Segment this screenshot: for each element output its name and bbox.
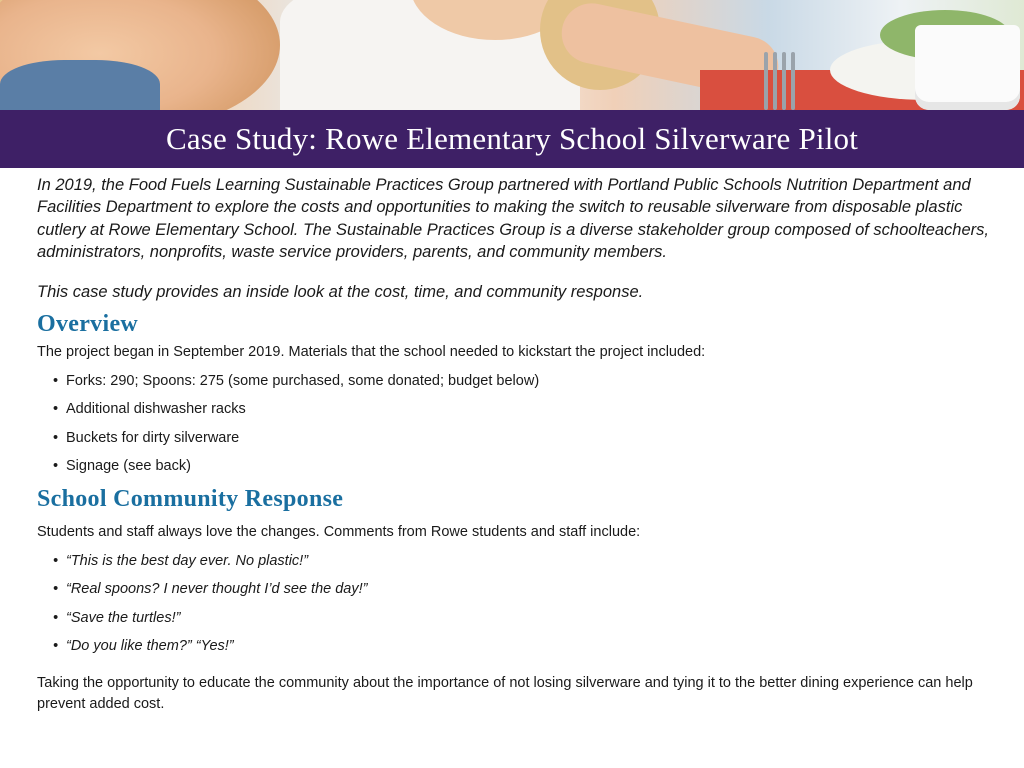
bullet-icon: • [53,429,59,446]
list-item: • Signage (see back) [53,458,191,475]
closing-paragraph: Taking the opportunity to educate the community about the importance of not losing silverware and tying it to the better dining experience can help prevent added cost. [37,675,973,712]
list-item: • “Real spoons? I never thought I’d see the day!” [53,581,368,598]
bullet-icon: • [53,372,59,389]
intro-paragraph: In 2019, the Food Fuels Learning Sustainable Practices Group partnered with Portland Public Schools Nutrition Department and Facilities Department to explore the costs and opportunities to making the switch to reusable silverware from disposable plastic cutlery at Rowe Elementary School. The Sustainable Practices Group is a diverse stakeholder group composed of schoolteachers, administrators, nonprofits, waste service providers, parents, and community members. [37,176,989,261]
main-content [37,174,997,714]
bullet-icon: • [53,458,59,475]
bullet-icon: • [53,609,59,626]
title-banner [0,110,1024,168]
fork-icon [762,52,796,110]
bullet-icon: • [53,401,59,418]
bullet-icon: • [53,552,59,569]
quotes-list [37,552,997,657]
overview-heading: Overview [37,311,139,338]
photo-cup [915,25,1020,110]
bullet-icon: • [53,638,59,655]
list-item: • “Save the turtles!” [53,609,181,626]
page-title: Case Study: Rowe Elementary School Silverware Pilot [165,121,859,156]
list-item: • Buckets for dirty silverware [53,429,240,446]
overview-text: The project began in September 2019. Materials that the school needed to kickstart the project included: [37,344,706,361]
photo-child-shirt [0,60,160,110]
intro-summary: This case study provides an inside look at the cost, time, and community response. [37,283,644,302]
community-heading: School Community Response [37,486,344,513]
list-item: • “This is the best day ever. No plastic!” [53,552,309,569]
list-item: • “Do you like them?” “Yes!” [53,638,234,655]
materials-list [37,372,997,477]
list-item: • Forks: 290; Spoons: 275 (some purchased, some donated; budget below) [53,372,540,389]
list-item: • Additional dishwasher racks [53,401,246,418]
header-photo [0,0,1024,110]
community-text: Students and staff always love the changes. Comments from Rowe students and staff include: [37,524,641,541]
bullet-icon: • [53,581,59,598]
